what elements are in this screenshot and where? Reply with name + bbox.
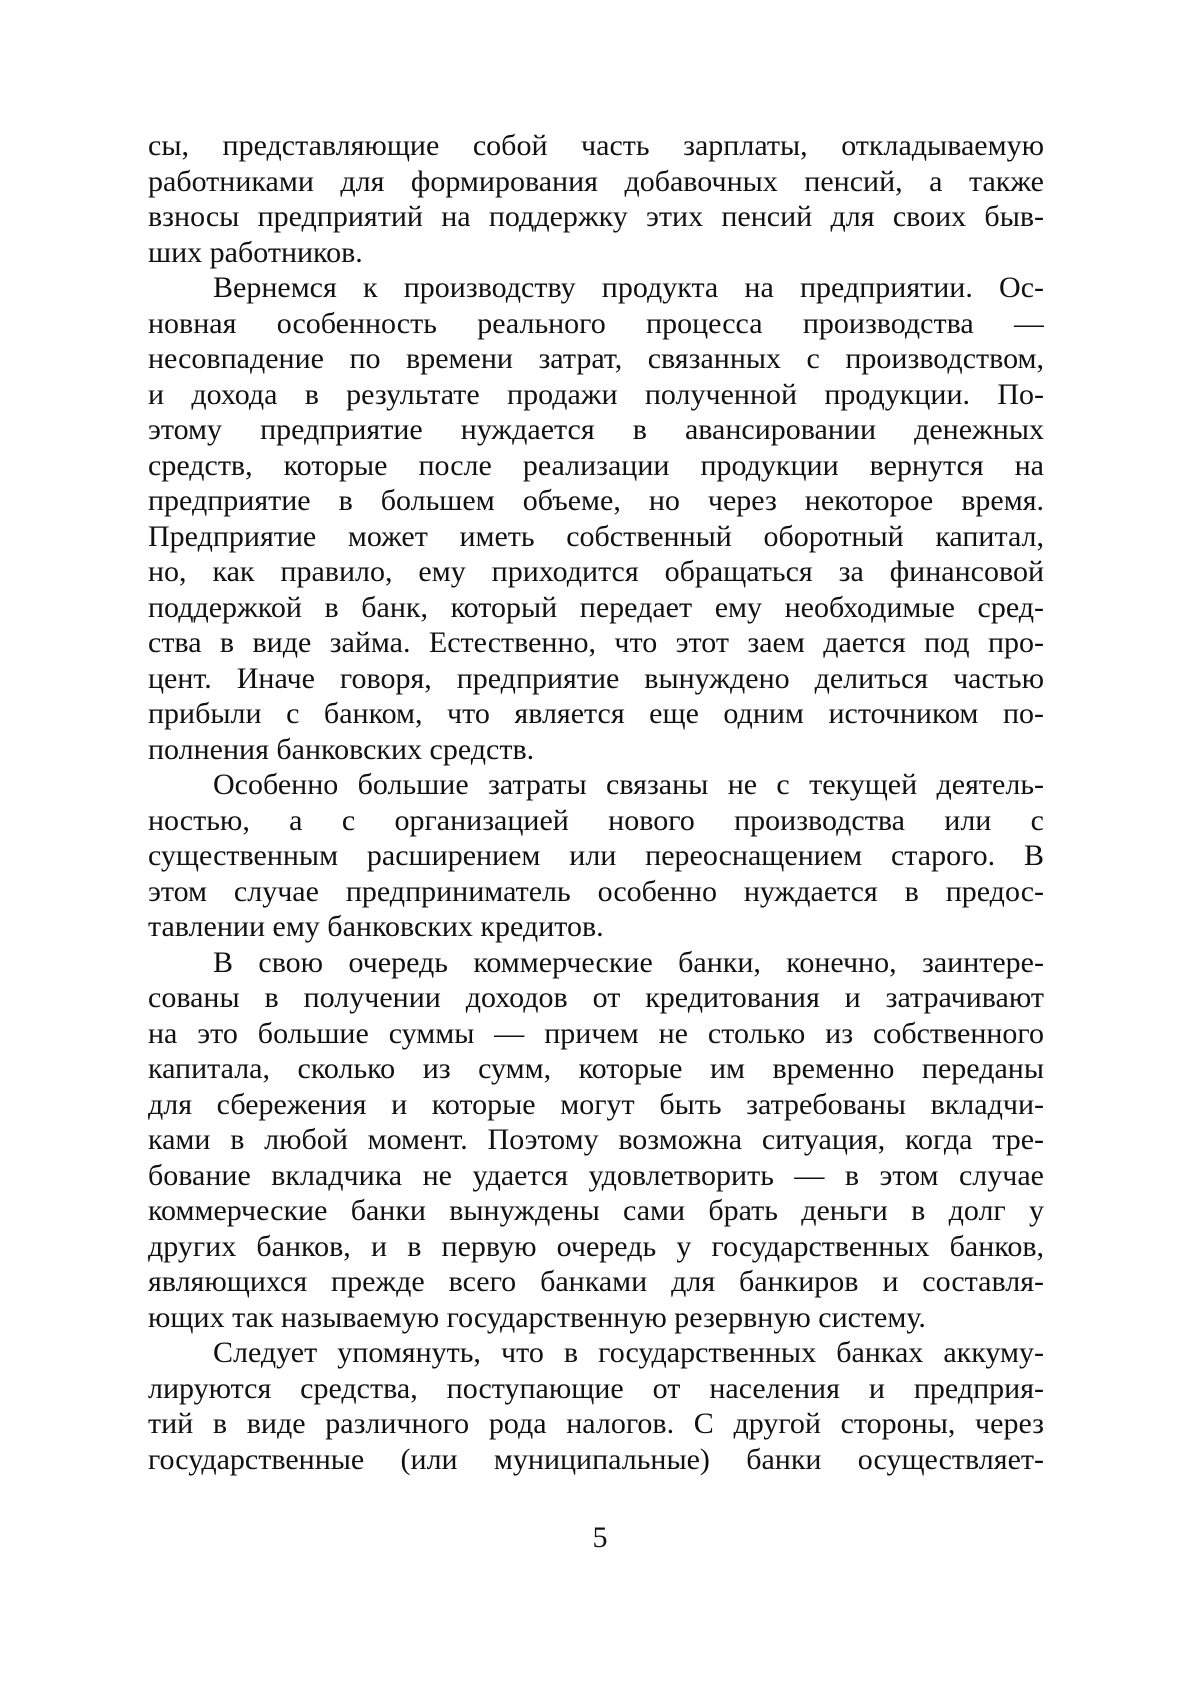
text-line: Следует упомянуть, что в государственных банках аккуму-	[213, 1336, 1044, 1369]
text-line: ства в виде займа. Естественно, что этот заем дается под про-	[148, 626, 1044, 659]
text-line: тий в виде различного рода налогов. С другой стороны, через	[148, 1407, 1044, 1440]
text-line: этому предприятие нуждается в авансировании денежных	[148, 413, 1044, 446]
text-line: Предприятие может иметь собственный оборотный капитал,	[148, 519, 1044, 553]
text-line: Особенно большие затраты связаны не с текущей деятель-	[213, 768, 1044, 801]
page-number: 5	[592, 1521, 608, 1554]
text-line: капитала, сколько из сумм, которые им временно переданы	[148, 1052, 1044, 1085]
text-line: несовпадение по времени затрат, связанных с производством,	[148, 342, 1044, 375]
text-line: сы, представляющие собой часть зарплаты, откладываемую	[148, 129, 1044, 162]
text-line: государственные (или муниципальные) банки осуществляет-	[148, 1442, 1044, 1476]
text-line: ками в любой момент. Поэтому возможна ситуация, когда тре-	[148, 1123, 1044, 1156]
text-line: лируются средства, поступающие от населения и предприя-	[148, 1371, 1044, 1405]
text-line: новная особенность реального процесса производства —	[148, 306, 1044, 340]
text-line: Вернемся к производству продукта на предприятии. Ос-	[213, 271, 1044, 304]
text-line: прибыли с банком, что является еще одним источником по-	[148, 697, 1044, 730]
text-line: полнения банковских средств.	[148, 732, 535, 766]
text-line: ших работников.	[148, 235, 363, 269]
text-line: коммерческие банки вынуждены сами брать деньги в долг у	[148, 1194, 1044, 1227]
text-line: для сбережения и которые могут быть затребованы вкладчи-	[148, 1087, 1044, 1121]
text-line: ющих так называемую государственную резервную систему.	[148, 1300, 926, 1334]
text-line: средств, которые после реализации продукции вернутся на	[148, 448, 1044, 482]
text-line: предприятие в большем объеме, но через некоторое время.	[148, 484, 1044, 517]
text-line: цент. Иначе говоря, предприятие вынуждено делиться частью	[148, 661, 1044, 695]
text-line: других банков, и в первую очередь у государственных банков,	[148, 1229, 1044, 1263]
text-line: взносы предприятий на поддержку этих пенсий для своих быв-	[148, 200, 1044, 233]
text-line: работниками для формирования добавочных пенсий, а также	[148, 164, 1044, 198]
text-line: бование вкладчика не удается удовлетворить — в этом случае	[148, 1158, 1044, 1192]
text-line: ностью, а с организацией нового производства или с	[148, 803, 1044, 837]
text-line: В свою очередь коммерческие банки, конечно, заинтере-	[213, 945, 1044, 979]
text-line: этом случае предприниматель особенно нуждается в предос-	[148, 874, 1044, 908]
text-line: существенным расширением или переоснащением старого. В	[148, 839, 1044, 872]
text-line: сованы в получении доходов от кредитования и затрачивают	[148, 981, 1044, 1014]
body-text	[148, 128, 1044, 1477]
text-line: являющихся прежде всего банками для банкиров и составля-	[148, 1265, 1044, 1298]
text-line: на это большие суммы — причем не столько из собственного	[148, 1016, 1044, 1050]
text-line: поддержкой в банк, который передает ему необходимые сред-	[148, 590, 1044, 624]
text-line: тавлении ему банковских кредитов.	[148, 910, 604, 943]
text-line: и дохода в результате продажи полученной продукции. По-	[148, 377, 1044, 411]
text-line: но, как правило, ему приходится обращаться за финансовой	[148, 555, 1044, 588]
